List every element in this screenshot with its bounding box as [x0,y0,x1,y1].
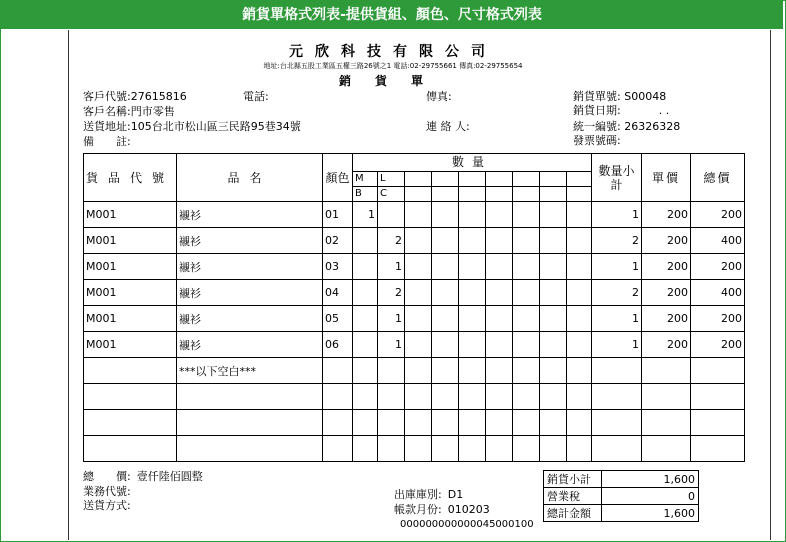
item-subtotal-cell: 1 [592,306,642,332]
item-price-cell: 200 [642,280,691,306]
item-color-cell [323,436,353,462]
item-name-cell [177,436,323,462]
qty-cell [486,306,513,332]
size-top-cell [459,171,486,186]
qty-cell [432,332,459,358]
qty-cell [567,306,592,332]
tax-id-label: 統一編號: [573,120,621,133]
customer-name [83,105,175,118]
item-name-cell [177,410,323,436]
item-code-cell: M001 [84,202,177,228]
qty-cell [459,254,486,280]
item-price-cell [642,384,691,410]
qty-cell [459,228,486,254]
table-row [84,280,745,306]
table-row [84,254,745,280]
sales-date-label: 銷貨日期: [573,104,621,117]
qty-cell [567,254,592,280]
item-subtotal-cell [592,436,642,462]
item-price-cell [642,410,691,436]
table-row [84,384,745,410]
item-color-cell: 02 [323,228,353,254]
qty-cell [353,384,378,410]
period-value: 010203 [447,503,490,516]
total-value: 1,600 [602,505,699,522]
item-name-cell [177,384,323,410]
table-row [84,410,745,436]
customer-name-label: 客戶名稱: [83,105,131,118]
total-label: 總計金額 [544,505,602,522]
qty-cell [486,436,513,462]
item-color-cell [323,384,353,410]
qty-cell [459,410,486,436]
size-bottom-cell [567,186,592,201]
size-bottom-cell [540,186,567,201]
delivery-address [83,120,301,133]
item-name-cell: ***以下空白*** [177,358,323,384]
table-row [84,228,745,254]
col-total-header: 總價 [691,154,745,202]
qty-cell [405,306,432,332]
qty-cell [459,306,486,332]
item-total-cell [691,436,745,462]
tax-label: 營業稅 [544,488,602,505]
sales-date-value: . . [658,104,670,117]
qty-cell [405,384,432,410]
qty-cell [567,436,592,462]
qty-cell [540,384,567,410]
item-code-cell: M001 [84,254,177,280]
qty-cell [405,202,432,228]
qty-cell [405,280,432,306]
item-code-cell [84,358,177,384]
qty-cell [567,384,592,410]
table-row [84,332,745,358]
qty-cell [432,306,459,332]
sales-no [573,90,666,103]
sales-no-label: 銷貨單號: [573,90,621,103]
qty-cell [405,410,432,436]
qty-cell [567,280,592,306]
size-bottom-cell [459,186,486,201]
qty-cell [432,384,459,410]
remark-label: 備 註: [83,135,131,148]
staff-label: 業務代號: [83,485,131,498]
item-price-cell: 200 [642,306,691,332]
item-subtotal-cell: 1 [592,332,642,358]
col-subtotal-header: 數量小計 [592,154,642,202]
tax-value: 0 [602,488,699,505]
sales-no-value: S00048 [624,90,667,103]
item-code-cell: M001 [84,332,177,358]
item-name-cell: 襯衫 [177,306,323,332]
item-color-cell: 04 [323,280,353,306]
qty-cell [486,358,513,384]
qty-cell [540,306,567,332]
qty-cell [432,436,459,462]
fax-label: 傳真: [426,90,452,103]
qty-cell [378,384,405,410]
table-row [84,436,745,462]
item-price-cell [642,436,691,462]
item-subtotal-cell: 1 [592,254,642,280]
qty-cell [486,254,513,280]
qty-cell [405,254,432,280]
qty-cell: 1 [378,332,405,358]
warehouse-label: 出庫庫別: [394,488,442,501]
qty-cell: 1 [353,202,378,228]
qty-cell [513,358,540,384]
size-top-cell [567,171,592,186]
qty-cell [486,410,513,436]
qty-cell [513,228,540,254]
item-code-cell: M001 [84,228,177,254]
grand-total-words [83,470,203,483]
item-code-cell [84,436,177,462]
item-color-cell: 01 [323,202,353,228]
item-price-cell: 200 [642,202,691,228]
tax-row [544,488,699,505]
table-row [84,358,745,384]
size-bottom-cell: C [378,186,405,201]
warehouse [394,488,463,501]
qty-cell [405,436,432,462]
qty-cell [486,202,513,228]
size-bottom-cell [513,186,540,201]
phone-label: 電話: [243,90,269,103]
qty-cell [540,436,567,462]
subtotal-row [544,471,699,488]
qty-cell [353,254,378,280]
customer-code-value: 27615816 [130,90,187,103]
item-name-cell: 襯衫 [177,332,323,358]
item-subtotal-cell: 2 [592,280,642,306]
barcode-number: 000000000000045000100 [400,519,534,530]
item-code-cell [84,384,177,410]
contact-label: 連 絡 人: [426,120,470,133]
qty-cell [432,280,459,306]
qty-cell [378,436,405,462]
size-top-cell [405,171,432,186]
qty-cell [353,332,378,358]
qty-cell [513,254,540,280]
page-banner: 銷貨單格式列表-提供貨組、顏色、尺寸格式列表 [1,1,783,29]
grand-total-label: 總 價: [83,470,131,483]
delivery-address-label: 送貨地址: [83,120,131,133]
qty-cell [353,228,378,254]
qty-cell [486,280,513,306]
qty-cell [405,332,432,358]
size-top-cell [432,171,459,186]
grand-total-words-value: 壹仟陸佰圓整 [136,470,203,483]
qty-cell: 1 [378,254,405,280]
qty-cell [378,202,405,228]
qty-cell [540,358,567,384]
item-code-cell: M001 [84,280,177,306]
size-bottom-cell [432,186,459,201]
qty-cell [353,358,378,384]
qty-cell [432,254,459,280]
qty-cell [540,280,567,306]
delivery-address-value: 105台北市松山區三民路95巷34號 [130,120,301,133]
qty-cell: 2 [378,228,405,254]
qty-cell [513,384,540,410]
qty-cell [405,358,432,384]
invoice-no-label: 發票號碼: [573,134,621,147]
item-total-cell [691,384,745,410]
qty-cell [513,306,540,332]
qty-cell [459,436,486,462]
qty-cell [567,358,592,384]
item-code-cell [84,410,177,436]
customer-name-value: 門市零售 [130,105,175,118]
item-subtotal-cell [592,358,642,384]
qty-cell [567,202,592,228]
qty-cell [432,410,459,436]
qty-cell [459,332,486,358]
item-color-cell: 03 [323,254,353,280]
qty-cell [567,332,592,358]
item-total-cell: 400 [691,280,745,306]
items-table [83,153,745,462]
qty-cell [432,202,459,228]
qty-cell: 2 [378,280,405,306]
qty-cell [432,358,459,384]
qty-cell [540,332,567,358]
item-total-cell [691,358,745,384]
col-name-header: 品名 [177,154,323,202]
size-top-cell [513,171,540,186]
item-total-cell [691,410,745,436]
qty-cell [513,436,540,462]
item-color-cell [323,358,353,384]
qty-cell [432,228,459,254]
qty-cell [486,332,513,358]
item-price-cell: 200 [642,228,691,254]
qty-cell [540,254,567,280]
item-subtotal-cell [592,410,642,436]
item-name-cell: 襯衫 [177,280,323,306]
qty-cell [513,202,540,228]
tax-id-value: 26326328 [624,120,681,133]
item-total-cell: 200 [691,332,745,358]
qty-cell [378,410,405,436]
col-code-header: 貨品代號 [84,154,177,202]
item-total-cell: 400 [691,228,745,254]
customer-code [83,90,187,103]
customer-code-label: 客戶代號: [83,90,131,103]
qty-cell [513,410,540,436]
qty-cell [486,384,513,410]
qty-cell [459,202,486,228]
subtotal-label: 銷貨小計 [544,471,602,488]
period-label: 帳款月份: [394,503,442,516]
qty-cell: 1 [378,306,405,332]
sales-date [573,104,669,117]
qty-cell [567,410,592,436]
subtotal-value: 1,600 [602,471,699,488]
document-title: 銷貨單 [338,74,447,88]
item-color-cell: 06 [323,332,353,358]
item-subtotal-cell: 1 [592,202,642,228]
tax-id [573,120,680,133]
total-row [544,505,699,522]
item-total-cell: 200 [691,306,745,332]
item-subtotal-cell [592,384,642,410]
size-top-cell: L [378,171,405,186]
size-bottom-cell [486,186,513,201]
col-color-header: 顏色 [323,154,353,202]
company-address: 地址:台北縣五股工業區五權三路26號之1 電話:02-29755661 傳真:02-29755654 [263,62,523,70]
totals-table [543,470,699,522]
size-top-cell [486,171,513,186]
qty-cell [567,228,592,254]
size-bottom-cell: B [353,186,378,201]
qty-cell [353,436,378,462]
qty-cell [540,202,567,228]
ship-method-label: 送貨方式: [83,499,131,512]
item-total-cell: 200 [691,202,745,228]
item-color-cell [323,410,353,436]
qty-cell [540,228,567,254]
header-row [84,154,745,172]
qty-cell [353,410,378,436]
item-price-cell: 200 [642,254,691,280]
item-price-cell [642,358,691,384]
qty-cell [378,358,405,384]
qty-cell [353,306,378,332]
qty-cell [405,228,432,254]
item-total-cell: 200 [691,254,745,280]
item-name-cell: 襯衫 [177,254,323,280]
qty-cell [353,280,378,306]
item-price-cell: 200 [642,332,691,358]
size-top-cell [540,171,567,186]
table-row [84,202,745,228]
company-name: 元欣科技有限公司 [289,44,497,60]
period [394,503,490,516]
size-top-cell: M [353,171,378,186]
qty-cell [459,358,486,384]
qty-cell [513,280,540,306]
item-subtotal-cell: 2 [592,228,642,254]
qty-cell [459,384,486,410]
col-price-header: 單價 [642,154,691,202]
warehouse-value: D1 [447,488,464,501]
qty-cell [540,410,567,436]
item-name-cell: 襯衫 [177,202,323,228]
qty-cell [459,280,486,306]
item-color-cell: 05 [323,306,353,332]
qty-cell [513,332,540,358]
item-code-cell: M001 [84,306,177,332]
qty-cell [486,228,513,254]
size-bottom-cell [405,186,432,201]
table-row [84,306,745,332]
item-name-cell: 襯衫 [177,228,323,254]
col-qty-header: 數量 [353,154,592,172]
